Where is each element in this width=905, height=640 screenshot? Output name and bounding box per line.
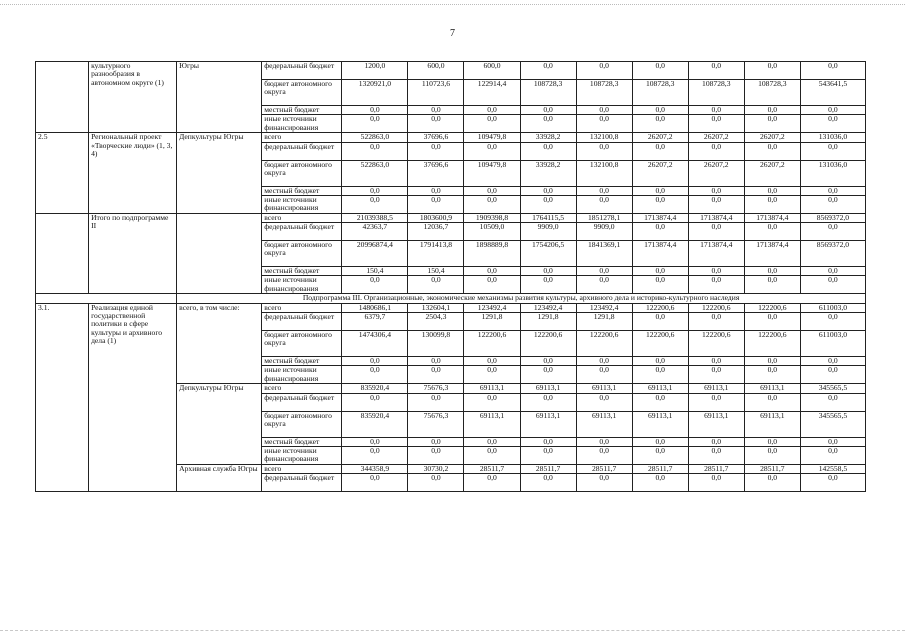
- amount-cell: 600,0: [464, 62, 520, 80]
- amount-cell: 0,0: [464, 115, 520, 133]
- amount-cell: 0,0: [744, 186, 800, 195]
- amount-cell: 150,4: [408, 267, 464, 276]
- amount-cell: 522863,0: [342, 160, 408, 186]
- amount-cell: 0,0: [744, 142, 800, 160]
- funding-source: всего: [262, 464, 342, 473]
- amount-cell: 30730,2: [408, 464, 464, 473]
- amount-cell: 0,0: [800, 186, 865, 195]
- amount-cell: 0,0: [408, 393, 464, 411]
- amount-cell: 0,0: [520, 267, 576, 276]
- amount-cell: 0,0: [632, 142, 688, 160]
- amount-cell: 28511,7: [520, 464, 576, 473]
- amount-cell: 12036,7: [408, 223, 464, 241]
- amount-cell: 0,0: [342, 195, 408, 213]
- amount-cell: 0,0: [408, 446, 464, 464]
- amount-cell: 0,0: [464, 446, 520, 464]
- amount-cell: 0,0: [744, 115, 800, 133]
- amount-cell: 0,0: [464, 357, 520, 366]
- amount-cell: 0,0: [632, 223, 688, 241]
- amount-cell: 0,0: [800, 357, 865, 366]
- amount-cell: 8569372,0: [800, 213, 865, 222]
- amount-cell: 26207,2: [632, 160, 688, 186]
- amount-cell: 0,0: [800, 474, 865, 492]
- amount-cell: 122200,6: [688, 303, 744, 312]
- amount-cell: 122200,6: [744, 331, 800, 357]
- amount-cell: 0,0: [632, 446, 688, 464]
- amount-cell: 0,0: [632, 115, 688, 133]
- amount-cell: 142558,5: [800, 464, 865, 473]
- scan-bottom-edge: [0, 630, 905, 631]
- amount-cell: 0,0: [408, 195, 464, 213]
- amount-cell: 1713874,4: [632, 241, 688, 267]
- amount-cell: 0,0: [576, 267, 632, 276]
- funding-source: местный бюджет: [262, 437, 342, 446]
- amount-cell: 0,0: [800, 115, 865, 133]
- amount-cell: 20996874,4: [342, 241, 408, 267]
- amount-cell: 0,0: [632, 437, 688, 446]
- amount-cell: 0,0: [632, 186, 688, 195]
- amount-cell: 108728,3: [744, 80, 800, 106]
- funding-source: федеральный бюджет: [262, 393, 342, 411]
- amount-cell: 0,0: [520, 446, 576, 464]
- amount-cell: 0,0: [520, 195, 576, 213]
- funding-source: федеральный бюджет: [262, 313, 342, 331]
- amount-cell: 132100,8: [576, 133, 632, 142]
- amount-cell: 69113,1: [520, 384, 576, 393]
- amount-cell: 0,0: [744, 267, 800, 276]
- table-body: [36, 62, 866, 492]
- amount-cell: 0,0: [464, 195, 520, 213]
- amount-cell: 0,0: [800, 446, 865, 464]
- funding-source: местный бюджет: [262, 357, 342, 366]
- amount-cell: 0,0: [744, 437, 800, 446]
- amount-cell: 0,0: [464, 142, 520, 160]
- amount-cell: 0,0: [632, 62, 688, 80]
- amount-cell: 21039388,5: [342, 213, 408, 222]
- amount-cell: 109479,8: [464, 133, 520, 142]
- amount-cell: 0,0: [408, 106, 464, 115]
- amount-cell: 0,0: [576, 142, 632, 160]
- executor: Югры: [177, 62, 262, 133]
- amount-cell: 0,0: [576, 62, 632, 80]
- amount-cell: 0,0: [744, 393, 800, 411]
- amount-cell: 122200,6: [632, 303, 688, 312]
- amount-cell: 28511,7: [464, 464, 520, 473]
- program-title: Региональный проект «Творческие люди» (1, 3, 4): [89, 133, 177, 214]
- amount-cell: 0,0: [800, 276, 865, 294]
- amount-cell: 1200,0: [342, 62, 408, 80]
- amount-cell: 69113,1: [688, 411, 744, 437]
- funding-source: местный бюджет: [262, 186, 342, 195]
- executor: всего, в том числе:: [177, 303, 262, 384]
- funding-source: федеральный бюджет: [262, 142, 342, 160]
- amount-cell: 69113,1: [576, 411, 632, 437]
- amount-cell: 0,0: [342, 142, 408, 160]
- amount-cell: 1713874,4: [744, 213, 800, 222]
- amount-cell: 0,0: [744, 223, 800, 241]
- amount-cell: 0,0: [576, 106, 632, 115]
- amount-cell: 69113,1: [464, 384, 520, 393]
- amount-cell: 0,0: [688, 313, 744, 331]
- amount-cell: 28511,7: [632, 464, 688, 473]
- amount-cell: 0,0: [576, 115, 632, 133]
- amount-cell: 0,0: [688, 474, 744, 492]
- scan-top-edge: [0, 0, 905, 5]
- funding-source: иные источники финансирования: [262, 195, 342, 213]
- funding-source: иные источники финансирования: [262, 446, 342, 464]
- program-title: Реализация единой государственной политики в сфере культуры и архивного дела (1): [89, 303, 177, 491]
- amount-cell: 26207,2: [744, 133, 800, 142]
- amount-cell: 0,0: [688, 267, 744, 276]
- amount-cell: 0,0: [576, 446, 632, 464]
- amount-cell: 131036,0: [800, 160, 865, 186]
- amount-cell: 1909398,8: [464, 213, 520, 222]
- amount-cell: 0,0: [408, 142, 464, 160]
- amount-cell: 132100,8: [576, 160, 632, 186]
- row-number: [36, 62, 89, 133]
- amount-cell: 69113,1: [632, 411, 688, 437]
- amount-cell: 543641,5: [800, 80, 865, 106]
- funding-source: местный бюджет: [262, 267, 342, 276]
- amount-cell: 1291,8: [520, 313, 576, 331]
- amount-cell: 522863,0: [342, 133, 408, 142]
- amount-cell: 1474306,4: [342, 331, 408, 357]
- subprogram-header-spacer: [36, 294, 177, 303]
- amount-cell: 1851278,1: [576, 213, 632, 222]
- amount-cell: 0,0: [688, 446, 744, 464]
- amount-cell: 69113,1: [464, 411, 520, 437]
- amount-cell: 75676,3: [408, 384, 464, 393]
- amount-cell: 0,0: [744, 195, 800, 213]
- amount-cell: 0,0: [576, 357, 632, 366]
- amount-cell: 0,0: [464, 474, 520, 492]
- amount-cell: 122200,6: [632, 331, 688, 357]
- funding-source: бюджет автономного округа: [262, 241, 342, 267]
- amount-cell: 0,0: [342, 366, 408, 384]
- amount-cell: 0,0: [632, 474, 688, 492]
- amount-cell: 0,0: [342, 437, 408, 446]
- program-title: Итого по подпрограмме II: [89, 213, 177, 294]
- amount-cell: 345565,5: [800, 411, 865, 437]
- amount-cell: 0,0: [576, 366, 632, 384]
- amount-cell: 0,0: [408, 474, 464, 492]
- amount-cell: 26207,2: [688, 160, 744, 186]
- amount-cell: 0,0: [520, 115, 576, 133]
- amount-cell: 69113,1: [576, 384, 632, 393]
- amount-cell: 1713874,4: [688, 241, 744, 267]
- executor: [177, 213, 262, 294]
- amount-cell: 122200,6: [576, 331, 632, 357]
- amount-cell: 0,0: [800, 142, 865, 160]
- amount-cell: 108728,3: [632, 80, 688, 106]
- amount-cell: 345565,5: [800, 384, 865, 393]
- amount-cell: 0,0: [800, 195, 865, 213]
- amount-cell: 0,0: [688, 393, 744, 411]
- amount-cell: 0,0: [632, 106, 688, 115]
- amount-cell: 28511,7: [744, 464, 800, 473]
- amount-cell: 0,0: [632, 267, 688, 276]
- amount-cell: 6379,7: [342, 313, 408, 331]
- amount-cell: 132604,1: [408, 303, 464, 312]
- amount-cell: 0,0: [342, 446, 408, 464]
- amount-cell: 0,0: [688, 62, 744, 80]
- amount-cell: 0,0: [464, 267, 520, 276]
- amount-cell: 0,0: [744, 276, 800, 294]
- amount-cell: 0,0: [520, 62, 576, 80]
- amount-cell: 0,0: [520, 393, 576, 411]
- amount-cell: 0,0: [576, 276, 632, 294]
- amount-cell: 108728,3: [520, 80, 576, 106]
- funding-source: всего: [262, 303, 342, 312]
- amount-cell: 9909,0: [576, 223, 632, 241]
- amount-cell: 0,0: [800, 393, 865, 411]
- amount-cell: 835920,4: [342, 384, 408, 393]
- row-number: 3.1.: [36, 303, 89, 491]
- budget-table: [35, 61, 866, 492]
- amount-cell: 28511,7: [688, 464, 744, 473]
- amount-cell: 0,0: [688, 115, 744, 133]
- amount-cell: 0,0: [342, 393, 408, 411]
- amount-cell: 1764115,5: [520, 213, 576, 222]
- row-number: 2.5: [36, 133, 89, 214]
- amount-cell: 0,0: [800, 223, 865, 241]
- subprogram-header-row: [36, 294, 866, 303]
- amount-cell: 0,0: [800, 106, 865, 115]
- amount-cell: 0,0: [632, 276, 688, 294]
- amount-cell: 611003,0: [800, 331, 865, 357]
- amount-cell: 0,0: [520, 437, 576, 446]
- table-row: [36, 303, 866, 312]
- amount-cell: 0,0: [632, 313, 688, 331]
- amount-cell: 611003,0: [800, 303, 865, 312]
- amount-cell: 0,0: [744, 106, 800, 115]
- amount-cell: 69113,1: [744, 384, 800, 393]
- amount-cell: 0,0: [576, 474, 632, 492]
- amount-cell: 122200,6: [688, 331, 744, 357]
- amount-cell: 0,0: [520, 186, 576, 195]
- funding-source: всего: [262, 384, 342, 393]
- amount-cell: 130099,8: [408, 331, 464, 357]
- amount-cell: 1841369,1: [576, 241, 632, 267]
- amount-cell: 122200,6: [744, 303, 800, 312]
- funding-source: бюджет автономного округа: [262, 331, 342, 357]
- funding-source: бюджет автономного округа: [262, 411, 342, 437]
- amount-cell: 0,0: [464, 276, 520, 294]
- amount-cell: 0,0: [520, 474, 576, 492]
- amount-cell: 0,0: [632, 195, 688, 213]
- amount-cell: 0,0: [744, 366, 800, 384]
- funding-source: иные источники финансирования: [262, 115, 342, 133]
- funding-source: бюджет автономного округа: [262, 160, 342, 186]
- program-title: культурного разнообразия в автономном округе (1): [89, 62, 177, 133]
- amount-cell: 0,0: [520, 357, 576, 366]
- amount-cell: 0,0: [688, 276, 744, 294]
- amount-cell: 1320921,0: [342, 80, 408, 106]
- amount-cell: 0,0: [408, 357, 464, 366]
- amount-cell: 0,0: [408, 276, 464, 294]
- amount-cell: 0,0: [688, 106, 744, 115]
- amount-cell: 0,0: [688, 437, 744, 446]
- amount-cell: 122200,6: [464, 331, 520, 357]
- amount-cell: 0,0: [520, 276, 576, 294]
- amount-cell: 33928,2: [520, 160, 576, 186]
- amount-cell: 0,0: [744, 474, 800, 492]
- amount-cell: 122200,6: [520, 331, 576, 357]
- amount-cell: 10509,0: [464, 223, 520, 241]
- amount-cell: 0,0: [800, 62, 865, 80]
- amount-cell: 0,0: [576, 437, 632, 446]
- amount-cell: 9909,0: [520, 223, 576, 241]
- amount-cell: 0,0: [342, 276, 408, 294]
- amount-cell: 0,0: [688, 142, 744, 160]
- amount-cell: 0,0: [800, 437, 865, 446]
- amount-cell: 26207,2: [688, 133, 744, 142]
- funding-source: федеральный бюджет: [262, 223, 342, 241]
- amount-cell: 0,0: [688, 357, 744, 366]
- amount-cell: 0,0: [576, 186, 632, 195]
- amount-cell: 1291,8: [576, 313, 632, 331]
- row-number: [36, 213, 89, 294]
- amount-cell: 108728,3: [576, 80, 632, 106]
- amount-cell: 0,0: [342, 115, 408, 133]
- amount-cell: 110723,6: [408, 80, 464, 106]
- amount-cell: 1480686,1: [342, 303, 408, 312]
- funding-source: бюджет автономного округа: [262, 80, 342, 106]
- funding-source: иные источники финансирования: [262, 276, 342, 294]
- amount-cell: 0,0: [408, 366, 464, 384]
- amount-cell: 0,0: [688, 195, 744, 213]
- amount-cell: 600,0: [408, 62, 464, 80]
- amount-cell: 123492,4: [464, 303, 520, 312]
- funding-source: иные источники финансирования: [262, 366, 342, 384]
- table-row: [36, 62, 866, 80]
- funding-source: местный бюджет: [262, 106, 342, 115]
- amount-cell: 150,4: [342, 267, 408, 276]
- amount-cell: 0,0: [800, 313, 865, 331]
- subprogram-header: Подпрограмма III. Организационные, экономические механизмы развития культуры, архивного дела и историко-культурного наследия: [177, 294, 866, 303]
- amount-cell: 69113,1: [520, 411, 576, 437]
- amount-cell: 37696,6: [408, 160, 464, 186]
- funding-source: всего: [262, 133, 342, 142]
- amount-cell: 0,0: [632, 357, 688, 366]
- funding-source: всего: [262, 213, 342, 222]
- amount-cell: 33928,2: [520, 133, 576, 142]
- amount-cell: 1754206,5: [520, 241, 576, 267]
- amount-cell: 0,0: [688, 366, 744, 384]
- amount-cell: 0,0: [800, 267, 865, 276]
- amount-cell: 69113,1: [744, 411, 800, 437]
- amount-cell: 0,0: [464, 186, 520, 195]
- amount-cell: 0,0: [632, 393, 688, 411]
- amount-cell: 1898889,8: [464, 241, 520, 267]
- amount-cell: 122914,4: [464, 80, 520, 106]
- table-row: [36, 133, 866, 142]
- amount-cell: 2504,3: [408, 313, 464, 331]
- table-row: [36, 213, 866, 222]
- amount-cell: 123492,4: [576, 303, 632, 312]
- amount-cell: 0,0: [464, 106, 520, 115]
- amount-cell: 69113,1: [688, 384, 744, 393]
- amount-cell: 0,0: [744, 62, 800, 80]
- amount-cell: 0,0: [744, 446, 800, 464]
- amount-cell: 108728,3: [688, 80, 744, 106]
- amount-cell: 75676,3: [408, 411, 464, 437]
- amount-cell: 1803600,9: [408, 213, 464, 222]
- amount-cell: 69113,1: [632, 384, 688, 393]
- amount-cell: 0,0: [744, 357, 800, 366]
- amount-cell: 0,0: [342, 106, 408, 115]
- executor: Депкультуры Югры: [177, 133, 262, 214]
- amount-cell: 0,0: [464, 366, 520, 384]
- funding-source: федеральный бюджет: [262, 474, 342, 492]
- amount-cell: 835920,4: [342, 411, 408, 437]
- amount-cell: 1291,8: [464, 313, 520, 331]
- amount-cell: 344358,9: [342, 464, 408, 473]
- amount-cell: 26207,2: [744, 160, 800, 186]
- executor: Архивная служба Югры: [177, 464, 262, 491]
- funding-source: федеральный бюджет: [262, 62, 342, 80]
- amount-cell: 0,0: [520, 366, 576, 384]
- amount-cell: 0,0: [408, 186, 464, 195]
- amount-cell: 0,0: [800, 366, 865, 384]
- amount-cell: 0,0: [408, 115, 464, 133]
- amount-cell: 0,0: [744, 313, 800, 331]
- amount-cell: 1713874,4: [632, 213, 688, 222]
- amount-cell: 26207,2: [632, 133, 688, 142]
- amount-cell: 0,0: [342, 474, 408, 492]
- amount-cell: 0,0: [576, 393, 632, 411]
- amount-cell: 42363,7: [342, 223, 408, 241]
- amount-cell: 1713874,4: [744, 241, 800, 267]
- amount-cell: 28511,7: [576, 464, 632, 473]
- amount-cell: 0,0: [342, 357, 408, 366]
- amount-cell: 1713874,4: [688, 213, 744, 222]
- amount-cell: 0,0: [464, 393, 520, 411]
- amount-cell: 0,0: [688, 186, 744, 195]
- amount-cell: 0,0: [632, 366, 688, 384]
- amount-cell: 0,0: [464, 437, 520, 446]
- amount-cell: 0,0: [342, 186, 408, 195]
- executor: Депкультуры Югры: [177, 384, 262, 465]
- amount-cell: 1791413,8: [408, 241, 464, 267]
- amount-cell: 109479,8: [464, 160, 520, 186]
- amount-cell: 131036,0: [800, 133, 865, 142]
- amount-cell: 37696,6: [408, 133, 464, 142]
- amount-cell: 0,0: [520, 142, 576, 160]
- amount-cell: 0,0: [408, 437, 464, 446]
- amount-cell: 8569372,0: [800, 241, 865, 267]
- amount-cell: 0,0: [576, 195, 632, 213]
- page-number: 7: [450, 28, 455, 39]
- amount-cell: 0,0: [520, 106, 576, 115]
- amount-cell: 123492,4: [520, 303, 576, 312]
- amount-cell: 0,0: [688, 223, 744, 241]
